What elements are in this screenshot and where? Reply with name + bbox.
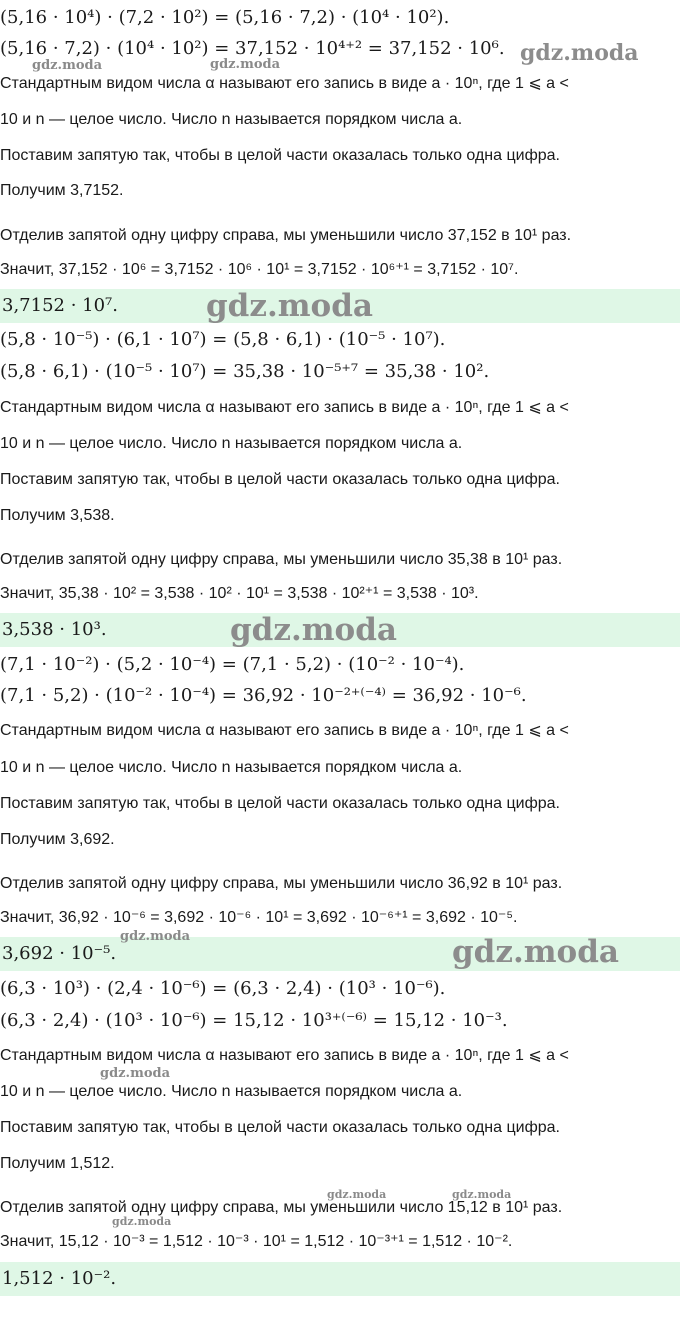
definition-line: 10 и n — целое число. Число n называется порядком числа a. bbox=[0, 435, 463, 452]
watermark-logo: gdz.moda bbox=[32, 58, 103, 73]
equation-line: (5,8 · 6,1) · (10⁻⁵ · 10⁷) = 35,38 · 10⁻⁵⁺⁷ = 35,38 · 10². bbox=[0, 361, 490, 382]
shift-line: Отделив запятой одну цифру справа, мы уменьшили число 15,12 в 10¹ раз. bbox=[0, 1199, 563, 1216]
definition-line: 10 и n — целое число. Число n называется порядком числа a. bbox=[0, 111, 463, 128]
conclusion-line: Значит, 15,12 · 10⁻³ = 1,512 · 10⁻³ · 10¹ = 1,512 · 10⁻³⁺¹ = 1,512 · 10⁻². bbox=[0, 1233, 513, 1250]
answer-box bbox=[0, 1262, 680, 1296]
result-line: Получим 3,538. bbox=[0, 507, 115, 524]
definition-line: Стандартным видом числа α называют его запись в виде a · 10ⁿ, где 1 ⩽ a < bbox=[0, 722, 569, 739]
conclusion-line: Значит, 35,38 · 10² = 3,538 · 10² · 10¹ = 3,538 · 10²⁺¹ = 3,538 · 10³. bbox=[0, 585, 479, 602]
instruction-line: Поставим запятую так, чтобы в целой части оказалась только одна цифра. bbox=[0, 471, 560, 488]
watermark-logo: gdz.moda bbox=[520, 40, 639, 66]
result-line: Получим 3,7152. bbox=[0, 182, 124, 199]
definition-line: Стандартным видом числа α называют его запись в виде a · 10ⁿ, где 1 ⩽ a < bbox=[0, 75, 569, 92]
shift-line: Отделив запятой одну цифру справа, мы уменьшили число 35,38 в 10¹ раз. bbox=[0, 551, 563, 568]
answer-text: 3,7152 · 10⁷. bbox=[2, 295, 118, 316]
watermark-logo: gdz.moda bbox=[452, 1188, 512, 1201]
watermark-logo: gdz.moda bbox=[210, 57, 281, 72]
watermark-logo: gdz.moda bbox=[230, 612, 397, 648]
watermark-logo: gdz.moda bbox=[112, 1215, 172, 1228]
equation-line: (5,16 · 7,2) · (10⁴ · 10²) = 37,152 · 10⁴⁺² = 37,152 · 10⁶. bbox=[0, 38, 505, 59]
shift-line: Отделив запятой одну цифру справа, мы уменьшили число 36,92 в 10¹ раз. bbox=[0, 875, 563, 892]
conclusion-line: Значит, 37,152 · 10⁶ = 3,7152 · 10⁶ · 10¹ = 3,7152 · 10⁶⁺¹ = 3,7152 · 10⁷. bbox=[0, 261, 519, 278]
watermark-logo: gdz.moda bbox=[452, 934, 619, 970]
instruction-line: Поставим запятую так, чтобы в целой части оказалась только одна цифра. bbox=[0, 1119, 560, 1136]
equation-line: (5,8 · 10⁻⁵) · (6,1 · 10⁷) = (5,8 · 6,1) · (10⁻⁵ · 10⁷). bbox=[0, 329, 446, 350]
watermark-logo: gdz.moda bbox=[120, 929, 191, 944]
shift-line: Отделив запятой одну цифру справа, мы уменьшили число 37,152 в 10¹ раз. bbox=[0, 227, 572, 244]
equation-line: (7,1 · 5,2) · (10⁻² · 10⁻⁴) = 36,92 · 10⁻²⁺⁽⁻⁴⁾ = 36,92 · 10⁻⁶. bbox=[0, 685, 527, 706]
watermark-logo: gdz.moda bbox=[327, 1188, 387, 1201]
equation-line: (6,3 · 2,4) · (10³ · 10⁻⁶) = 15,12 · 10³⁺⁽⁻⁶⁾ = 15,12 · 10⁻³. bbox=[0, 1010, 508, 1031]
answer-text: 1,512 · 10⁻². bbox=[2, 1268, 117, 1289]
answer-text: 3,538 · 10³. bbox=[2, 619, 107, 640]
conclusion-line: Значит, 36,92 · 10⁻⁶ = 3,692 · 10⁻⁶ · 10¹ = 3,692 · 10⁻⁶⁺¹ = 3,692 · 10⁻⁵. bbox=[0, 909, 518, 926]
equation-line: (6,3 · 10³) · (2,4 · 10⁻⁶) = (6,3 · 2,4) · (10³ · 10⁻⁶). bbox=[0, 978, 446, 999]
instruction-line: Поставим запятую так, чтобы в целой части оказалась только одна цифра. bbox=[0, 795, 560, 812]
equation-line: (5,16 · 10⁴) · (7,2 · 10²) = (5,16 · 7,2) · (10⁴ · 10²). bbox=[0, 7, 450, 28]
definition-line: 10 и n — целое число. Число n называется порядком числа a. bbox=[0, 759, 463, 776]
definition-line: Стандартным видом числа α называют его запись в виде a · 10ⁿ, где 1 ⩽ a < bbox=[0, 1047, 569, 1064]
watermark-logo: gdz.moda bbox=[100, 1066, 171, 1081]
definition-line: 10 и n — целое число. Число n называется порядком числа a. bbox=[0, 1083, 463, 1100]
answer-text: 3,692 · 10⁻⁵. bbox=[2, 943, 117, 964]
instruction-line: Поставим запятую так, чтобы в целой части оказалась только одна цифра. bbox=[0, 147, 560, 164]
equation-line: (7,1 · 10⁻²) · (5,2 · 10⁻⁴) = (7,1 · 5,2) · (10⁻² · 10⁻⁴). bbox=[0, 654, 465, 675]
result-line: Получим 3,692. bbox=[0, 831, 115, 848]
definition-line: Стандартным видом числа α называют его запись в виде a · 10ⁿ, где 1 ⩽ a < bbox=[0, 399, 569, 416]
result-line: Получим 1,512. bbox=[0, 1155, 115, 1172]
watermark-logo: gdz.moda bbox=[206, 288, 373, 324]
